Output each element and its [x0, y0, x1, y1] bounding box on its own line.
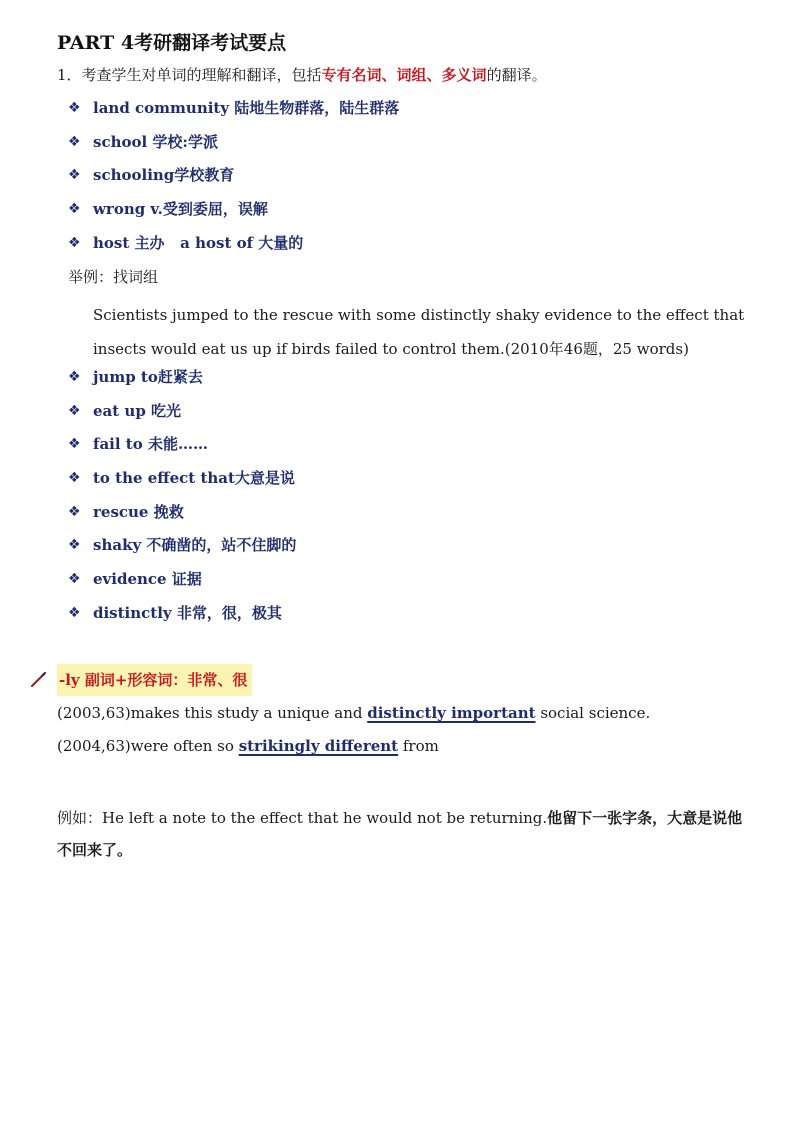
list-item: ❖ schooling学校教育 [68, 166, 235, 185]
point-1-prefix: 1．考查学生对单词的理解和翻译，包括 [57, 66, 322, 84]
diamond-bullet-icon: ❖ [68, 234, 81, 251]
underlined-phrase: distinctly important [367, 704, 536, 722]
page-title: PART 4考研翻译考试要点 [57, 32, 287, 54]
diamond-bullet-icon: ❖ [68, 369, 81, 385]
list-item: ❖ to the effect that大意是说 [68, 469, 295, 488]
list-item: ❖ rescue 挽救 [68, 502, 184, 521]
example-sentence: Scientists jumped to the rescue with some distinctly shaky evidence to the effect that insects would eat us up if birds failed to control them.(2010年46题，25 words) [93, 306, 745, 358]
diamond-bullet-icon: ❖ [68, 402, 81, 419]
list-item: ❖ jump to赶紧去 [68, 368, 203, 386]
list-item: ❖ evidence 证据 [68, 570, 202, 589]
underlined-phrase: strikingly different [238, 737, 399, 755]
diamond-bullet-icon: ❖ [68, 100, 81, 116]
list-item: ❖ shaky 不确凿的，站不住脚的 [68, 536, 297, 555]
diamond-bullet-icon: ❖ [68, 167, 81, 184]
point-1-suffix: 的翻译。 [486, 66, 547, 84]
diamond-bullet-icon: ❖ [68, 436, 81, 453]
example-note-translation: 他留下一张字条，大意是说他不回来了。 [57, 809, 743, 859]
example-2004: (2004,63)were often so strikingly different from [57, 737, 439, 755]
diamond-bullet-icon: ❖ [68, 133, 81, 150]
example-note [57, 802, 757, 866]
example-note-english: 例如：He left a note to the effect that he would not be returning. [57, 809, 548, 827]
diamond-bullet-icon: ❖ [68, 470, 81, 487]
diamond-bullet-icon: ❖ [68, 537, 81, 554]
adverb-heading: -ly 副词+形容词：非常、很 [57, 664, 252, 696]
pencil-icon [30, 670, 48, 688]
vocab-list-b [68, 366, 296, 636]
example-2003: (2003,63)makes this study a unique and distinctly important social science. [57, 704, 651, 722]
diamond-bullet-icon: ❖ [68, 201, 81, 218]
point-1 [57, 64, 547, 85]
diamond-bullet-icon: ❖ [68, 503, 81, 520]
list-item: ❖ wrong v.受到委屈，误解 [68, 200, 268, 219]
list-item: ❖ host 主办 a host of 大量的 [68, 233, 304, 252]
vocab-list-a [68, 97, 399, 265]
list-item: ❖ school 学校:学派 [68, 132, 218, 151]
point-1-highlight: 专有名词、词组、多义词 [321, 66, 487, 84]
example-label: 举例：找词组 [68, 268, 159, 286]
list-item: ❖ distinctly 非常，很，极其 [68, 603, 282, 622]
diamond-bullet-icon: ❖ [68, 571, 81, 588]
list-item: ❖ land community 陆地生物群落，陆生群落 [68, 99, 400, 117]
diamond-bullet-icon: ❖ [68, 604, 81, 621]
list-item: ❖ fail to 未能…… [68, 435, 208, 454]
list-item: ❖ eat up 吃光 [68, 401, 182, 420]
